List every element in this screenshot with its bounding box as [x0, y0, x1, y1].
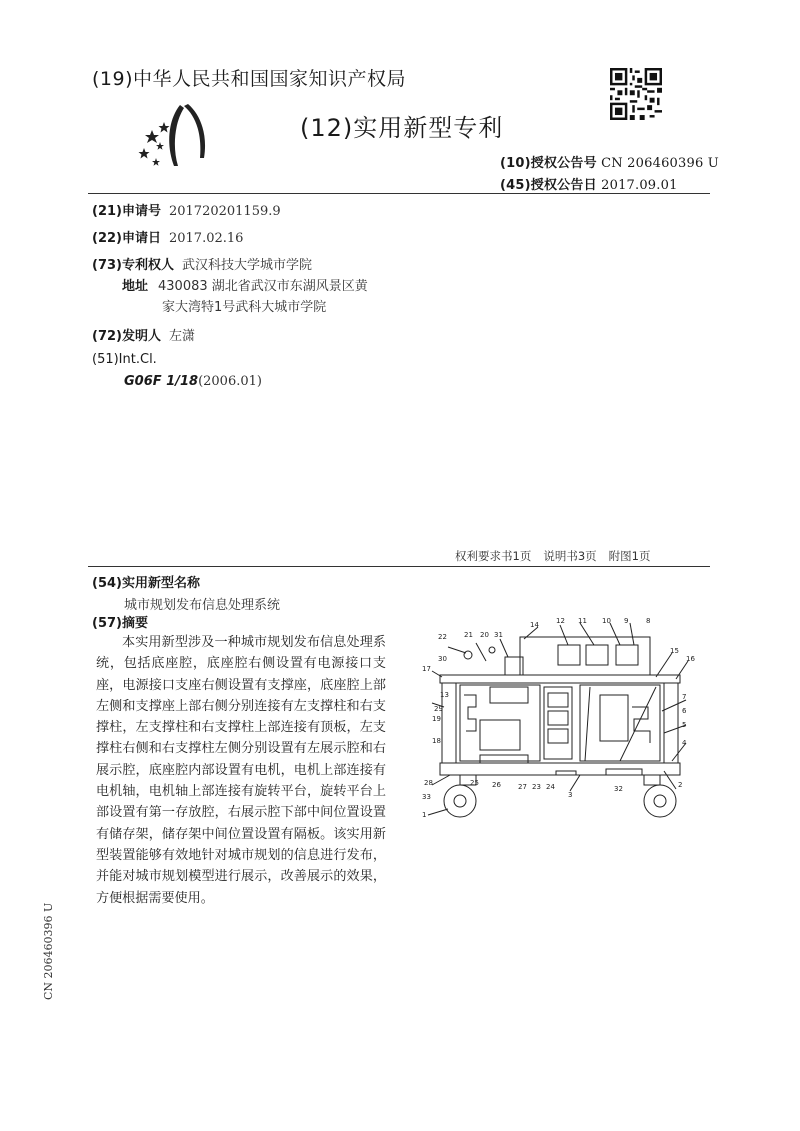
drawing-label: 4: [682, 739, 687, 747]
publication-date: [500, 174, 678, 193]
drawing-label: 26: [492, 781, 501, 789]
drawing-label: 19: [432, 715, 441, 723]
drawing-label: 5: [682, 721, 687, 729]
drawing-label: 9: [624, 617, 629, 625]
divider-top: [88, 193, 710, 194]
drawing-label: 3: [568, 791, 573, 799]
drawing-label: 25: [470, 779, 479, 787]
drawing-label: 20: [480, 631, 489, 639]
drawing-label: 14: [530, 621, 539, 629]
application-number-label: (21)申请号: [92, 204, 161, 219]
description-pages: 说明书3页: [543, 549, 597, 563]
drawing-label: 17: [422, 665, 431, 673]
page-counts: [455, 548, 662, 564]
publication-number-label: (10)授权公告号: [500, 156, 597, 171]
application-date: [92, 227, 243, 246]
drawing-label: 21: [464, 631, 473, 639]
technical-drawing: [420, 615, 700, 820]
drawing-label: 12: [556, 617, 565, 625]
patent-holder: [92, 254, 312, 273]
inventor-label: (72)发明人: [92, 329, 161, 344]
sidebar-publication-number: CN 206460396 U: [42, 902, 55, 1000]
drawing-label: 8: [646, 617, 651, 625]
divider-middle: [88, 566, 710, 567]
drawing-label: 32: [614, 785, 623, 793]
drawing-label: 7: [682, 693, 687, 701]
holder-address-line1: 430083 湖北省武汉市东湖风景区黄: [158, 279, 368, 294]
holder-address-line2: 家大湾特1号武科大城市学院: [162, 300, 327, 315]
abstract-text: 本实用新型涉及一种城市规划发布信息处理系统，包括底座腔，底座腔右侧设置有电源接口支座，电源接口支座右侧设置有支撑座，底座腔上部左侧和支撑座上部右侧分别连接有左支撑柱和右支撑柱，左支撑柱和右支撑柱上部连接有顶板，左支撑柱右侧和右支撑柱左侧分别设置有左展示腔和右展示腔，底座腔内部设置有电机，电机上部连接有电机轴，电机轴上部连接有旋转平台，旋转平台上部设置有第一存放腔，右展示腔下部中间位置设置有储存架，储存架中间位置设置有隔板。该实用新型装置能够有效地针对城市规划的信息进行发布，并能对城市规划模型进行展示，改善展示的效果，方便根据需要使用。: [96, 635, 386, 906]
patent-holder-label: (73)专利权人: [92, 258, 174, 273]
inventor-value: 左潇: [168, 329, 195, 344]
publication-date-label: (45)授权公告日: [500, 178, 597, 193]
patent-holder-value: 武汉科技大学城市学院: [181, 258, 312, 273]
int-cl-label: (51)Int.Cl.: [92, 352, 157, 367]
drawing-label: 15: [670, 647, 679, 655]
drawing-label: 24: [546, 783, 555, 791]
application-date-value: 2017.02.16: [168, 231, 244, 246]
inventor: [92, 325, 195, 344]
ipc-code: G06F 1/18: [124, 374, 199, 389]
drawing-label: 30: [438, 655, 447, 663]
drawing-label: 29: [434, 705, 443, 713]
patent-type-title: (12)实用新型专利: [300, 114, 504, 142]
drawings-pages: 附图1页: [608, 549, 651, 563]
application-number-value: 201720201159.9: [168, 204, 281, 219]
publication-number: [500, 152, 719, 171]
drawing-label: 22: [438, 633, 447, 641]
holder-address-label: 地址: [122, 279, 149, 294]
drawing-label: 1: [422, 811, 427, 819]
application-date-label: (22)申请日: [92, 231, 161, 246]
drawing-reference-labels: [422, 617, 695, 819]
utility-model-title-label: (54)实用新型名称: [92, 576, 200, 591]
application-number: [92, 200, 281, 219]
drawing-label: 23: [532, 783, 541, 791]
holder-address: [122, 275, 368, 294]
office-title: (19)中华人民共和国国家知识产权局: [92, 68, 407, 90]
utility-model-title: 城市规划发布信息处理系统: [124, 598, 281, 613]
drawing-label: 2: [678, 781, 683, 789]
cnipa-logo-icon: [130, 100, 220, 170]
drawing-label: 10: [602, 617, 611, 625]
ipc-version: (2006.01): [198, 374, 262, 389]
drawing-label: 16: [686, 655, 695, 663]
drawing-label: 6: [682, 707, 687, 715]
drawing-label: 31: [494, 631, 503, 639]
qr-code-icon: [610, 68, 662, 120]
drawing-label: 11: [578, 617, 587, 625]
ipc-classification: [124, 374, 262, 389]
abstract-label: (57)摘要: [92, 616, 148, 631]
drawing-label: 27: [518, 783, 527, 791]
drawing-label: 28: [424, 779, 433, 787]
int-cl: [92, 352, 157, 367]
claims-pages: 权利要求书1页: [455, 549, 532, 563]
drawing-label: 13: [440, 691, 449, 699]
publication-date-value: 2017.09.01: [601, 178, 678, 193]
drawing-label: 18: [432, 737, 441, 745]
publication-number-value: CN 206460396 U: [601, 156, 719, 171]
drawing-label: 33: [422, 793, 431, 801]
